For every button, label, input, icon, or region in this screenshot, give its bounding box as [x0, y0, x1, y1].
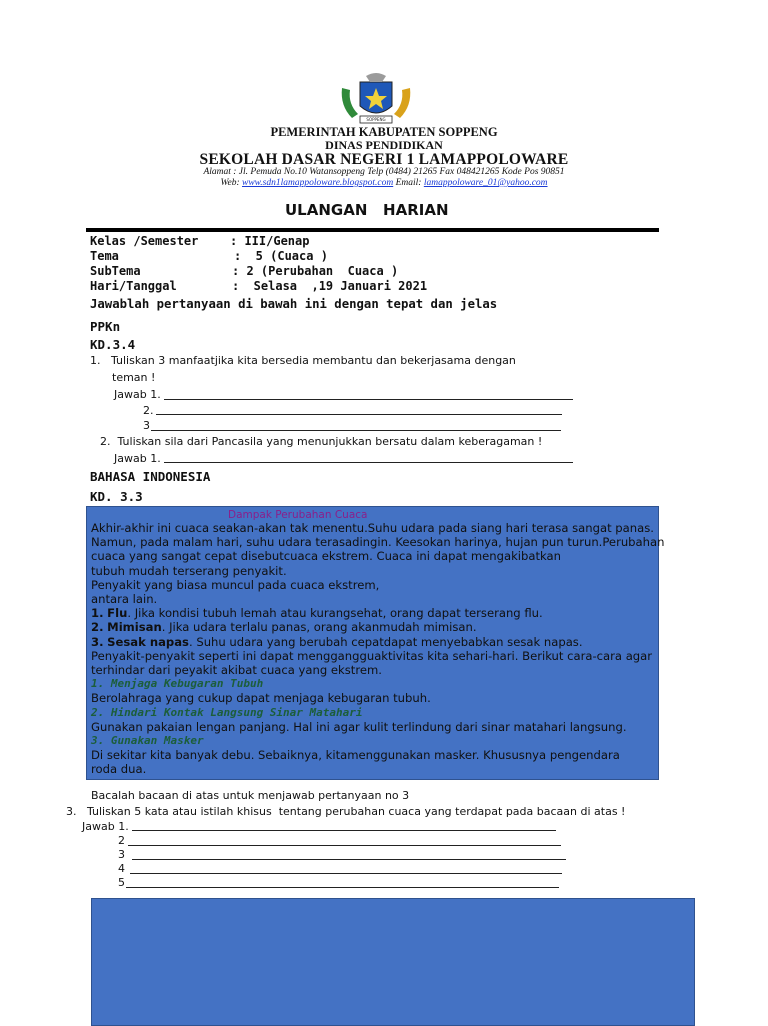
bottom-blue-box: [91, 898, 695, 1026]
answer-line[interactable]: [132, 859, 566, 860]
crest-ribbon-text: SOPPENG: [366, 117, 386, 122]
answer-label: Jawab 1.: [114, 452, 161, 465]
school-crest: [336, 72, 416, 126]
email-label: Email:: [395, 178, 422, 188]
answer-line[interactable]: [164, 462, 573, 463]
disease-item: 3. Sesak napas. Suhu udara yang berubah cepatdapat menyebabkan sesak napas.: [91, 634, 583, 649]
tip-text: Gunakan pakaian lengan panjang. Hal ini agar kulit terlindung dari sinar matahari langsung.: [91, 719, 627, 734]
answer-label: 4: [118, 862, 125, 875]
school-name: SEKOLAH DASAR NEGERI 1 LAMAPPOLOWARE: [199, 151, 569, 168]
tip-heading: 1. Menjaga Kebugaran Tubuh: [91, 677, 264, 691]
subject-ppkn: PPKn: [90, 319, 121, 334]
kd-bindo: KD. 3.3: [90, 489, 143, 504]
tip-heading: 3. Gunakan Masker: [91, 734, 204, 748]
web-link[interactable]: www.sdn1lamappoloware.blogspot.com: [242, 178, 394, 188]
answer-line[interactable]: [132, 830, 556, 831]
info-block: [90, 234, 427, 294]
answer-line[interactable]: [151, 430, 561, 431]
tip-text: Berolahraga yang cukup dapat menjaga kebugaran tubuh.: [91, 691, 431, 706]
passage-line: cuaca yang sangat cepat disebutcuaca ekstrem. Cuaca ini dapat mengakibatkan: [91, 549, 561, 564]
passage-line: terhindar dari peyakit akibat cuaca yang ekstrem.: [91, 663, 382, 678]
passage-line: antara lain.: [91, 592, 158, 607]
page-title: ULANGAN HARIAN: [285, 201, 449, 219]
info-row: SubTema : 2 (Perubahan Cuaca ): [90, 264, 399, 278]
question-2: 2. Tuliskan sila dari Pancasila yang menunjukkan bersatu dalam keberagaman !: [100, 435, 543, 448]
answer-line[interactable]: [126, 887, 559, 888]
question-3: 3. Tuliskan 5 kata atau istilah khisus tentang perubahan cuaca yang terdapat pada bacaan di atas !: [66, 805, 626, 818]
q3-intro: Bacalah bacaan di atas untuk menjawab pertanyaan no 3: [91, 789, 410, 802]
question-1: 1. Tuliskan 3 manfaatjika kita bersedia membantu dan bekerjasama dengan: [90, 354, 516, 367]
passage-line: Penyakit yang biasa muncul pada cuaca ekstrem,: [91, 577, 380, 592]
dept-name: DINAS PENDIDIKAN: [325, 138, 443, 152]
answer-line[interactable]: [156, 414, 562, 415]
subject-bindo: BAHASA INDONESIA: [90, 469, 211, 484]
contact-line: [0, 178, 768, 188]
answer-label: 5: [118, 876, 125, 889]
answer-line[interactable]: [128, 845, 561, 846]
passage-line: Akhir-akhir ini cuaca seakan-akan tak menentu.Suhu udara pada siang hari terasa sangat panas.: [91, 521, 654, 535]
answer-line[interactable]: [130, 873, 562, 874]
header-rule: [86, 228, 659, 232]
answer-label: Jawab 1.: [114, 388, 161, 401]
instruction: Jawablah pertanyaan di bawah ini dengan tepat dan jelas: [90, 297, 498, 311]
email-link[interactable]: lamappoloware_01@yahoo.com: [423, 178, 548, 188]
answer-label: Jawab 1.: [82, 820, 129, 833]
answer-label: 3: [143, 419, 150, 432]
info-row: Tema : 5 (Cuaca ): [90, 249, 328, 263]
tip-heading: 2. Hindari Kontak Langsung Sinar Matahari: [91, 705, 363, 719]
kd-ppkn: KD.3.4: [90, 337, 136, 352]
disease-item: 1. Flu. Jika kondisi tubuh lemah atau kurangsehat, orang dapat terserang flu.: [91, 606, 543, 621]
school-address: Alamat : Jl. Pemuda No.10 Watansoppeng Telp (0484) 21265 Fax 048421265 Kode Pos 90851: [203, 167, 565, 177]
answer-label: 3: [118, 848, 125, 861]
passage-line: Namun, pada malam hari, suhu udara terasadingin. Keesokan harinya, hujan pun turun.Perubahan: [91, 535, 665, 550]
answer-label: 2: [118, 834, 125, 847]
info-row: Hari/Tanggal : Selasa ,19 Januari 2021: [90, 279, 428, 293]
passage-line: tubuh mudah terserang penyakit.: [91, 563, 287, 578]
passage-line: roda dua.: [91, 762, 147, 777]
answer-label: 2.: [143, 404, 154, 417]
tip-text: Di sekitar kita banyak debu. Sebaiknya, kitamenggunakan masker. Khususnya pengendara: [91, 748, 620, 763]
passage-line: Penyakit-penyakit seperti ini dapat menggangguaktivitas kita sehari-hari. Berikut cara-cara agar: [91, 648, 653, 663]
passage-title: Dampak Perubahan Cuaca: [228, 509, 368, 521]
disease-item: 2. Mimisan. Jika udara terlalu panas, orang akanmudah mimisan.: [91, 620, 477, 635]
info-row: Kelas /Semester : III/Genap: [90, 234, 310, 248]
answer-line[interactable]: [164, 399, 573, 400]
web-label: Web:: [220, 178, 240, 188]
reading-passage: [91, 521, 664, 777]
gov-name: PEMERINTAH KABUPATEN SOPPENG: [270, 125, 498, 139]
question-1-cont: teman !: [112, 371, 156, 384]
